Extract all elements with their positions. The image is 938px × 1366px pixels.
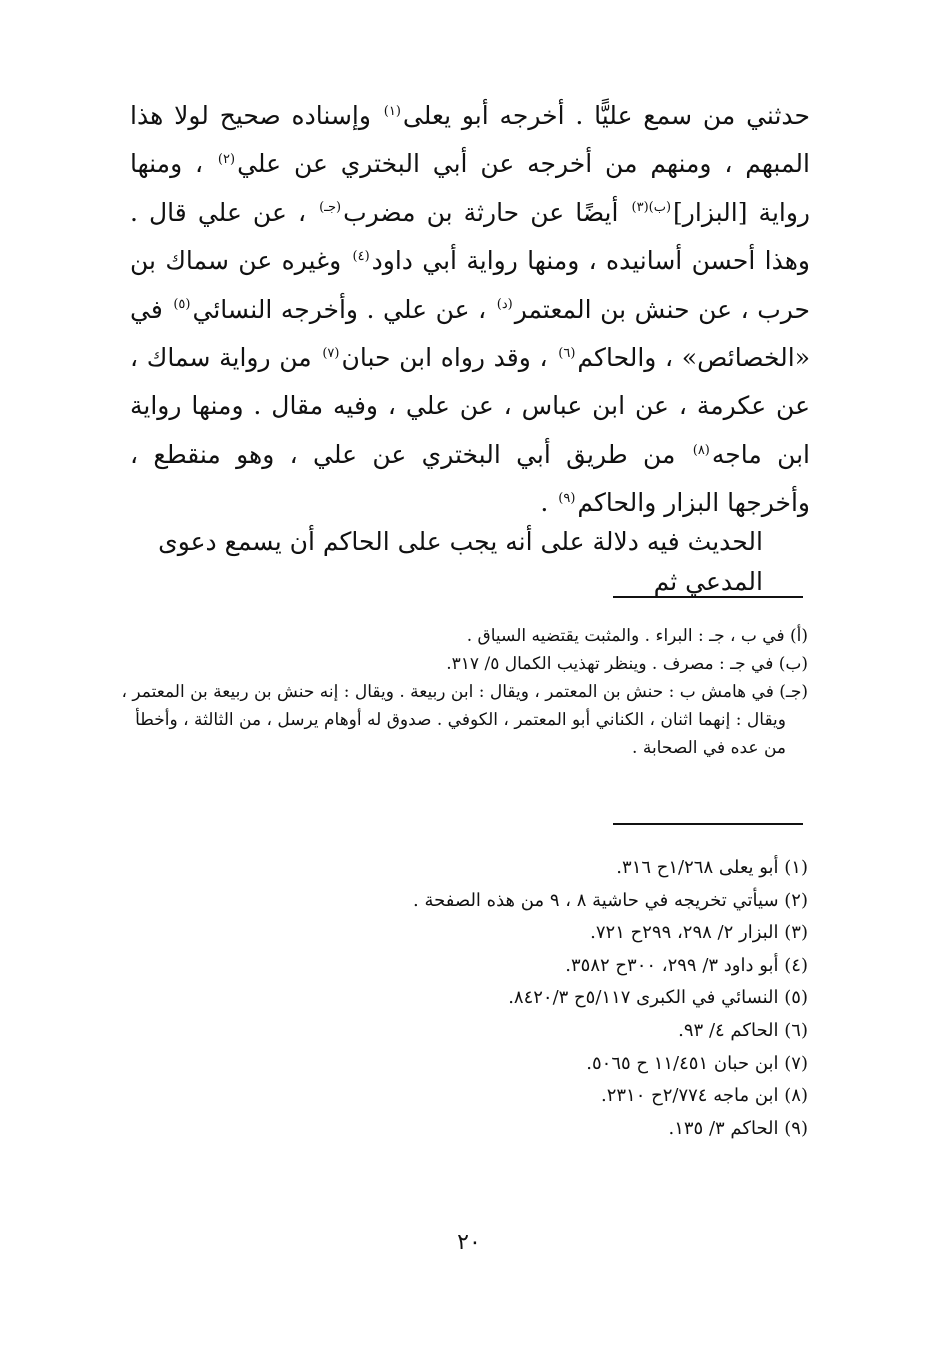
- text-run: أيضًا عن حارثة بن مضرب: [343, 197, 630, 227]
- text-run: وإسناده صحيح لولا هذا المبهم ، ومنهم من أخرجه عن أبي البختري عن علي: [130, 101, 810, 179]
- footnote-a: (أ) في ب ، جـ : البراء . والمثبت يقتضيه السياق .: [466, 626, 808, 646]
- footnote-marker: (٥): [173, 297, 191, 313]
- footnote-j-continued: من عده في الصحابة .: [632, 738, 786, 758]
- text-run: من رواية سماك ، عن عكرمة ، عن ابن عباس ، عن علي ، وفيه مقال . ومنها رواية ابن ماجه: [130, 343, 810, 469]
- footnote-6: (٦) الحاكم ٤/ ٩٣.: [678, 1019, 808, 1041]
- footnote-9: (٩) الحاكم ٣/ ١٣٥.: [668, 1117, 808, 1139]
- page-number: ٢٠: [457, 1230, 481, 1255]
- footnote-marker: (١): [383, 103, 401, 119]
- text-run: ، ومنها رواية [البزار]: [130, 149, 810, 227]
- letter-footnotes: [118, 622, 808, 762]
- text-run: ، عن علي . وأخرجه النسائي: [192, 294, 495, 324]
- footnote-b: (ب) في جـ : مصرف . وينظر تهذيب الكمال ٥/ ٣١٧.: [446, 654, 808, 674]
- footnote-3: (٣) البزار ٢/ ٢٩٨، ٢٩٩ح ٧٢١.: [590, 922, 808, 944]
- second-paragraph: الحديث فيه دلالة على أنه يجب على الحاكم أن يسمع دعوى المدعي ثم: [158, 527, 763, 596]
- numbered-footnotes: [308, 852, 808, 1145]
- text-run: وغيره عن سماك بن حرب ، عن حنش بن المعتمر: [130, 246, 810, 324]
- footnote-marker: (٦): [558, 345, 576, 361]
- footnote-1: (١) أبو يعلى ١/٢٦٨ح ٣١٦.: [616, 857, 808, 878]
- text-run: .: [540, 488, 557, 518]
- footnote-marker: (جـ): [319, 200, 342, 216]
- text-run: حدثني من سمع عليًّا . أخرجه أبو يعلى: [402, 101, 811, 130]
- footnote-separator: [613, 823, 803, 825]
- footnote-2: (٢) سيأتي تخريجه في حاشية ٨ ، ٩ من هذه الصفحة .: [413, 889, 808, 911]
- text-run: في «الخصائص» ، والحاكم: [130, 294, 810, 373]
- footnote-marker: (٩): [558, 490, 576, 506]
- footnote-marker: (٢): [217, 152, 236, 168]
- footnote-marker: (ب)(٣): [631, 200, 672, 216]
- footnote-marker: (٧): [322, 345, 340, 361]
- text-run: ، وقد رواه ابن حبان: [341, 343, 557, 373]
- footnote-marker: (٨): [692, 442, 710, 458]
- footnote-j-continued: ويقال : إنهما اثنان ، الكناني أبو المعتمر ، الكوفي . صدوق له أوهام يرسل ، من الثالثة ، وأخطأ: [135, 710, 786, 730]
- text-run: من طريق أبي البختري عن علي ، وهو منقطع ، وأخرجها البزار والحاكم: [130, 439, 810, 518]
- footnote-marker: (٤): [352, 248, 370, 264]
- footnote-8: (٨) ابن ماجه ٢/٧٧٤ح ٢٣١٠.: [600, 1085, 808, 1107]
- footnote-5: (٥) النسائي في الكبرى ٥/١١٧ح ٨٤٢٠/٣.: [508, 987, 808, 1009]
- footnote-j: (جـ) في هامش ب : حنش بن المعتمر ، ويقال : ابن ربيعة . ويقال : إنه حنش بن ربيعة بن المعتمر ،: [121, 682, 808, 702]
- footnote-separator: [613, 596, 803, 598]
- footnote-marker: (د): [496, 297, 513, 313]
- main-paragraph: [130, 92, 810, 528]
- footnote-7: (٧) ابن حبان ١١/٤٥١ ح ٥٠٦٥.: [586, 1052, 808, 1074]
- text-run: ، عن علي قال . وهذا أحسن أسانيده ، ومنها رواية أبي داود: [130, 197, 810, 276]
- footnote-4: (٤) أبو داود ٣/ ٢٩٩، ٣٠٠ح ٣٥٨٢.: [565, 954, 808, 976]
